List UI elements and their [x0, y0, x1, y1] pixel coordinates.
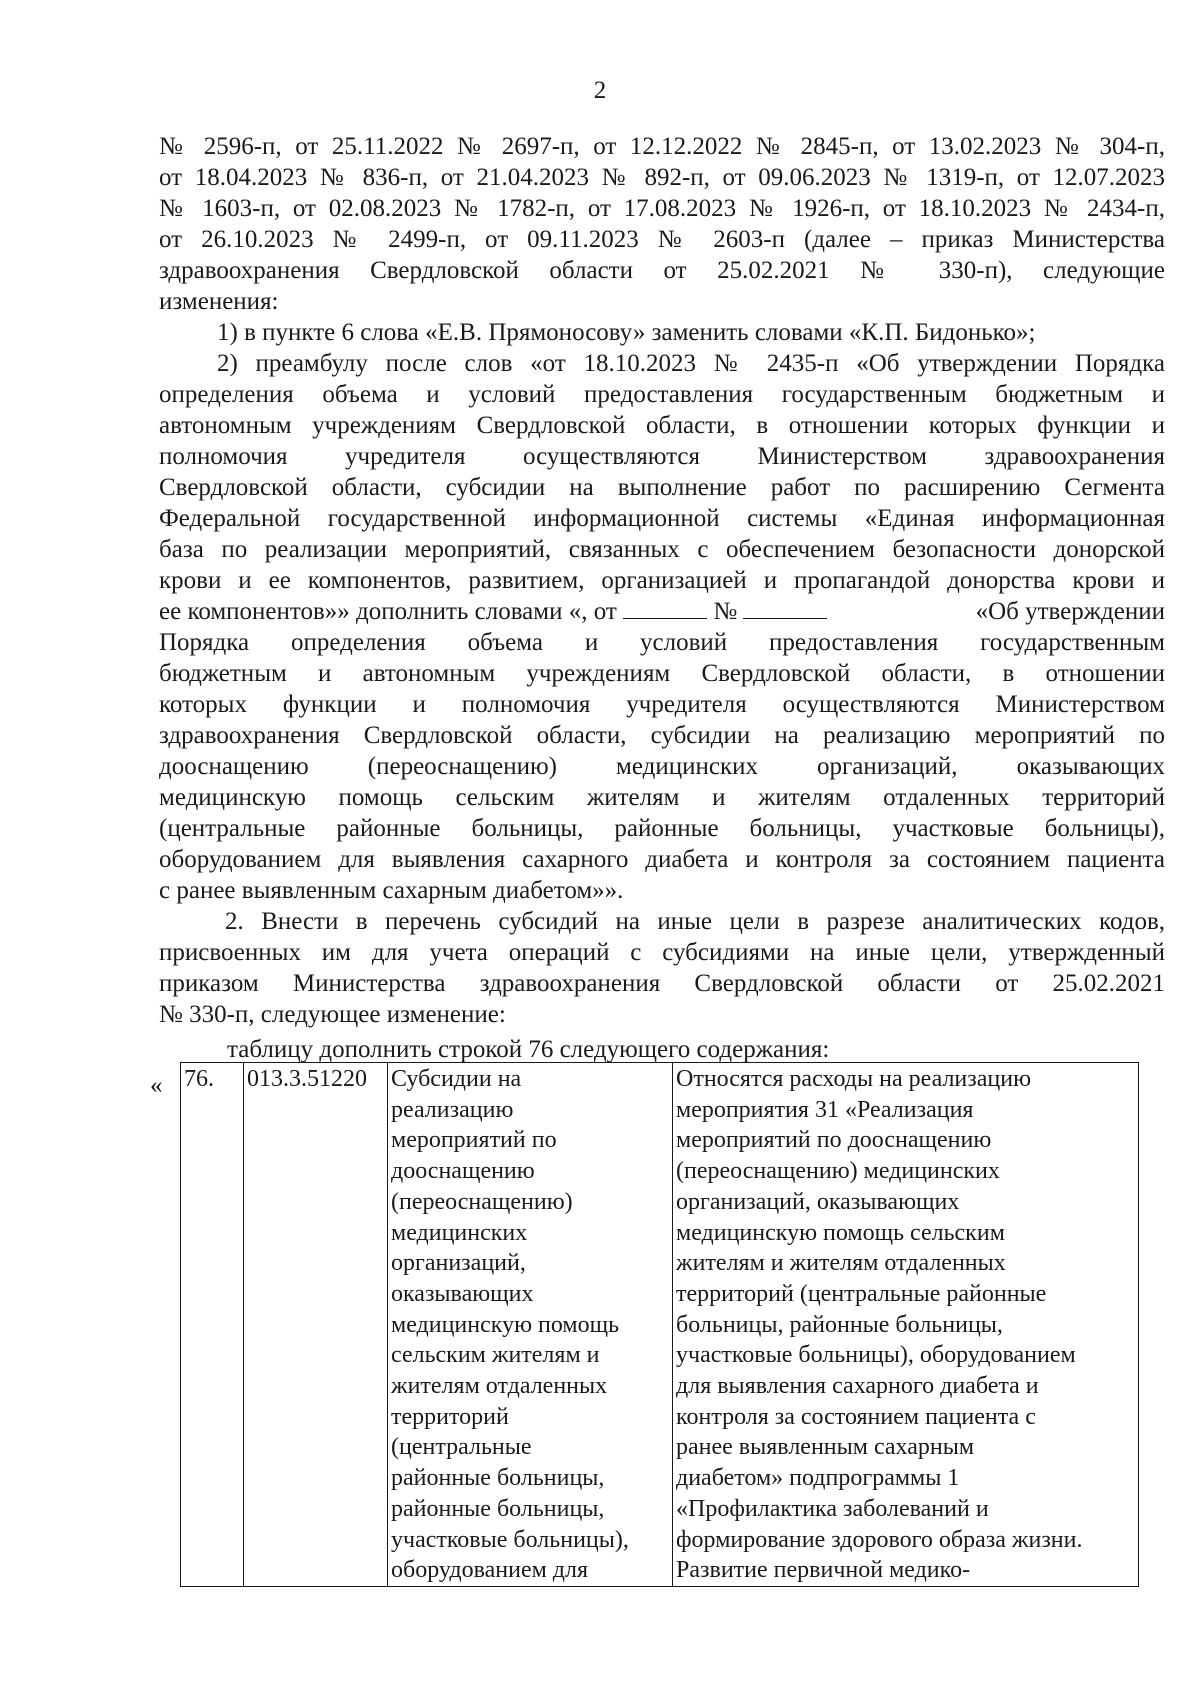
cell-line: для выявления сахарного диабета и [676, 1373, 1039, 1400]
cell-line: организаций, [391, 1250, 526, 1277]
table-row [181, 1063, 1139, 1587]
cell-line: больницы, районные больницы, [676, 1311, 1003, 1338]
text-line: медицинскую помощь сельским жителям и жителям отдаленных территорий [159, 784, 1165, 811]
cell-line: оборудованием для [391, 1557, 589, 1584]
cell-line: медицинскую помощь [391, 1311, 620, 1338]
text-line: от 26.10.2023 № 2499-п, от 09.11.2023 № 2603-п (далее – приказ Министерства [159, 226, 1165, 253]
text-line: база по реализации мероприятий, связанных с обеспечением безопасности донорской [159, 536, 1165, 563]
cell-line: дооснащению [391, 1158, 535, 1185]
cell-line: реализацию [391, 1096, 514, 1123]
cell-line: контроля за состоянием пациента с [676, 1403, 1036, 1430]
cell-line: Относятся расходы на реализацию [676, 1066, 1032, 1092]
number-sign: № [713, 598, 738, 625]
subsidy-name-cell [388, 1063, 673, 1587]
cell-line: мероприятий по [391, 1127, 557, 1154]
text-line: здравоохранения Свердловской области, субсидии на реализацию мероприятий по [159, 722, 1165, 749]
cell-line: территорий [391, 1403, 509, 1430]
row-number-cell [181, 1063, 244, 1587]
text-line: крови и ее компонентов, развитием, организацией и пропагандой донорства крови и [159, 567, 1165, 594]
cell-line: жителям и жителям отдаленных [676, 1250, 1006, 1277]
cell-line: жителям отдаленных [391, 1373, 608, 1400]
code-cell [244, 1063, 388, 1587]
description-cell [673, 1063, 1139, 1587]
cell-line: мероприятия 31 «Реализация [676, 1096, 974, 1123]
text-line: № 330-п, следующее изменение: [159, 1001, 506, 1028]
text-line: № 2596-п, от 25.11.2022 № 2697-п, от 12.12.2022 № 2845-п, от 13.02.2023 № 304-п, [159, 133, 1165, 160]
cell-line: организаций, оказывающих [676, 1188, 960, 1215]
text-line: № 1603-п, от 02.08.2023 № 1782-п, от 17.08.2023 № 1926-п, от 18.10.2023 № 2434-п, [159, 195, 1165, 222]
text-line: Свердловской области, субсидии на выполнение работ по расширению Сегмента [159, 474, 1165, 501]
cell-line: (переоснащению) медицинских [676, 1158, 1000, 1185]
subsidy-table [180, 1062, 1139, 1587]
cell-line: формирование здорового образа жизни. [676, 1526, 1083, 1553]
text-fragment: ее компонентов»» дополнить словами «, от [159, 598, 617, 625]
text-line: определения объема и условий предоставления государственным бюджетным и [159, 381, 1165, 408]
text-line: автономным учреждениям Свердловской области, в отношении которых функции и [159, 412, 1165, 439]
text-line: от 18.04.2023 № 836-п, от 21.04.2023 № 892-п, от 09.06.2023 № 1319-п, от 12.07.2023 [159, 164, 1165, 191]
text-fragment: «Об утверждении [975, 598, 1165, 625]
text-line: которых функции и полномочия учредителя осуществляются Министерством [159, 691, 1165, 718]
page-number: 2 [593, 77, 607, 104]
text-line: присвоенных им для учета операций с субсидиями на иные цели, утвержденный [159, 939, 1165, 966]
cell-line: ранее выявленным сахарным [676, 1434, 975, 1461]
text-line: дооснащению (переоснащению) медицинских организаций, оказывающих [159, 753, 1165, 780]
text-line: изменения: [159, 288, 279, 315]
text-line: Порядка определения объема и условий предоставления государственным [159, 629, 1165, 656]
opening-quote: « [150, 1072, 163, 1099]
cell-line: Субсидии на [391, 1066, 522, 1092]
text-line: полномочия учредителя осуществляются Министерством здравоохранения [159, 443, 1165, 470]
cell-line: сельским жителям и [391, 1342, 600, 1369]
cell-line: «Профилактика заболеваний и [676, 1495, 989, 1522]
cell-line: оказывающих [391, 1280, 534, 1307]
blank-number-field [743, 596, 827, 619]
order-text [159, 131, 1165, 1030]
text-line-with-blanks [159, 596, 1165, 627]
cell-line: территорий (центральные районные [676, 1280, 1047, 1307]
analytic-code: 013.3.51220 [247, 1066, 367, 1092]
cell-line: участковые больницы), [391, 1526, 629, 1553]
text-line: с ранее выявленным сахарным диабетом»». [159, 877, 624, 904]
cell-line: медицинских [391, 1219, 528, 1246]
cell-line: Развитие первичной медико- [676, 1557, 971, 1584]
text-line: 2) преамбулу после слов «от 18.10.2023 № 2435-п «Об утверждении Порядка [217, 350, 1165, 377]
cell-line: (переоснащению) [391, 1188, 573, 1215]
text-line: приказом Министерства здравоохранения Свердловской области от 25.02.2021 [159, 970, 1165, 997]
blank-date-field [623, 596, 707, 619]
text-line: бюджетным и автономным учреждениям Свердловской области, в отношении [159, 660, 1165, 687]
cell-line: мероприятий по дооснащению [676, 1127, 992, 1154]
text-line: 2. Внести в перечень субсидий на иные цели в разрезе аналитических кодов, [225, 908, 1165, 935]
cell-line: диабетом» подпрограммы 1 [676, 1465, 960, 1492]
text-line: Федеральной государственной информационной системы «Единая информационная [159, 505, 1165, 532]
cell-line: районные больницы, [391, 1465, 605, 1492]
cell-line: (центральные [391, 1434, 532, 1461]
text-line: (центральные районные больницы, районные больницы, участковые больницы), [159, 815, 1165, 842]
text-line: 1) в пункте 6 слова «Е.В. Прямоносову» заменить словами «К.П. Бидонько»; [217, 319, 1036, 346]
cell-line: медицинскую помощь сельским [676, 1219, 1005, 1246]
row-number: 76. [184, 1066, 214, 1092]
cell-line: участковые больницы), оборудованием [676, 1342, 1076, 1369]
text-line: здравоохранения Свердловской области от 25.02.2021 № 330-п), следующие [159, 257, 1165, 284]
table-intro: таблицу дополнить строкой 76 следующего содержания: [227, 1036, 830, 1063]
cell-line: районные больницы, [391, 1495, 605, 1522]
text-line: оборудованием для выявления сахарного диабета и контроля за состоянием пациента [159, 846, 1165, 873]
